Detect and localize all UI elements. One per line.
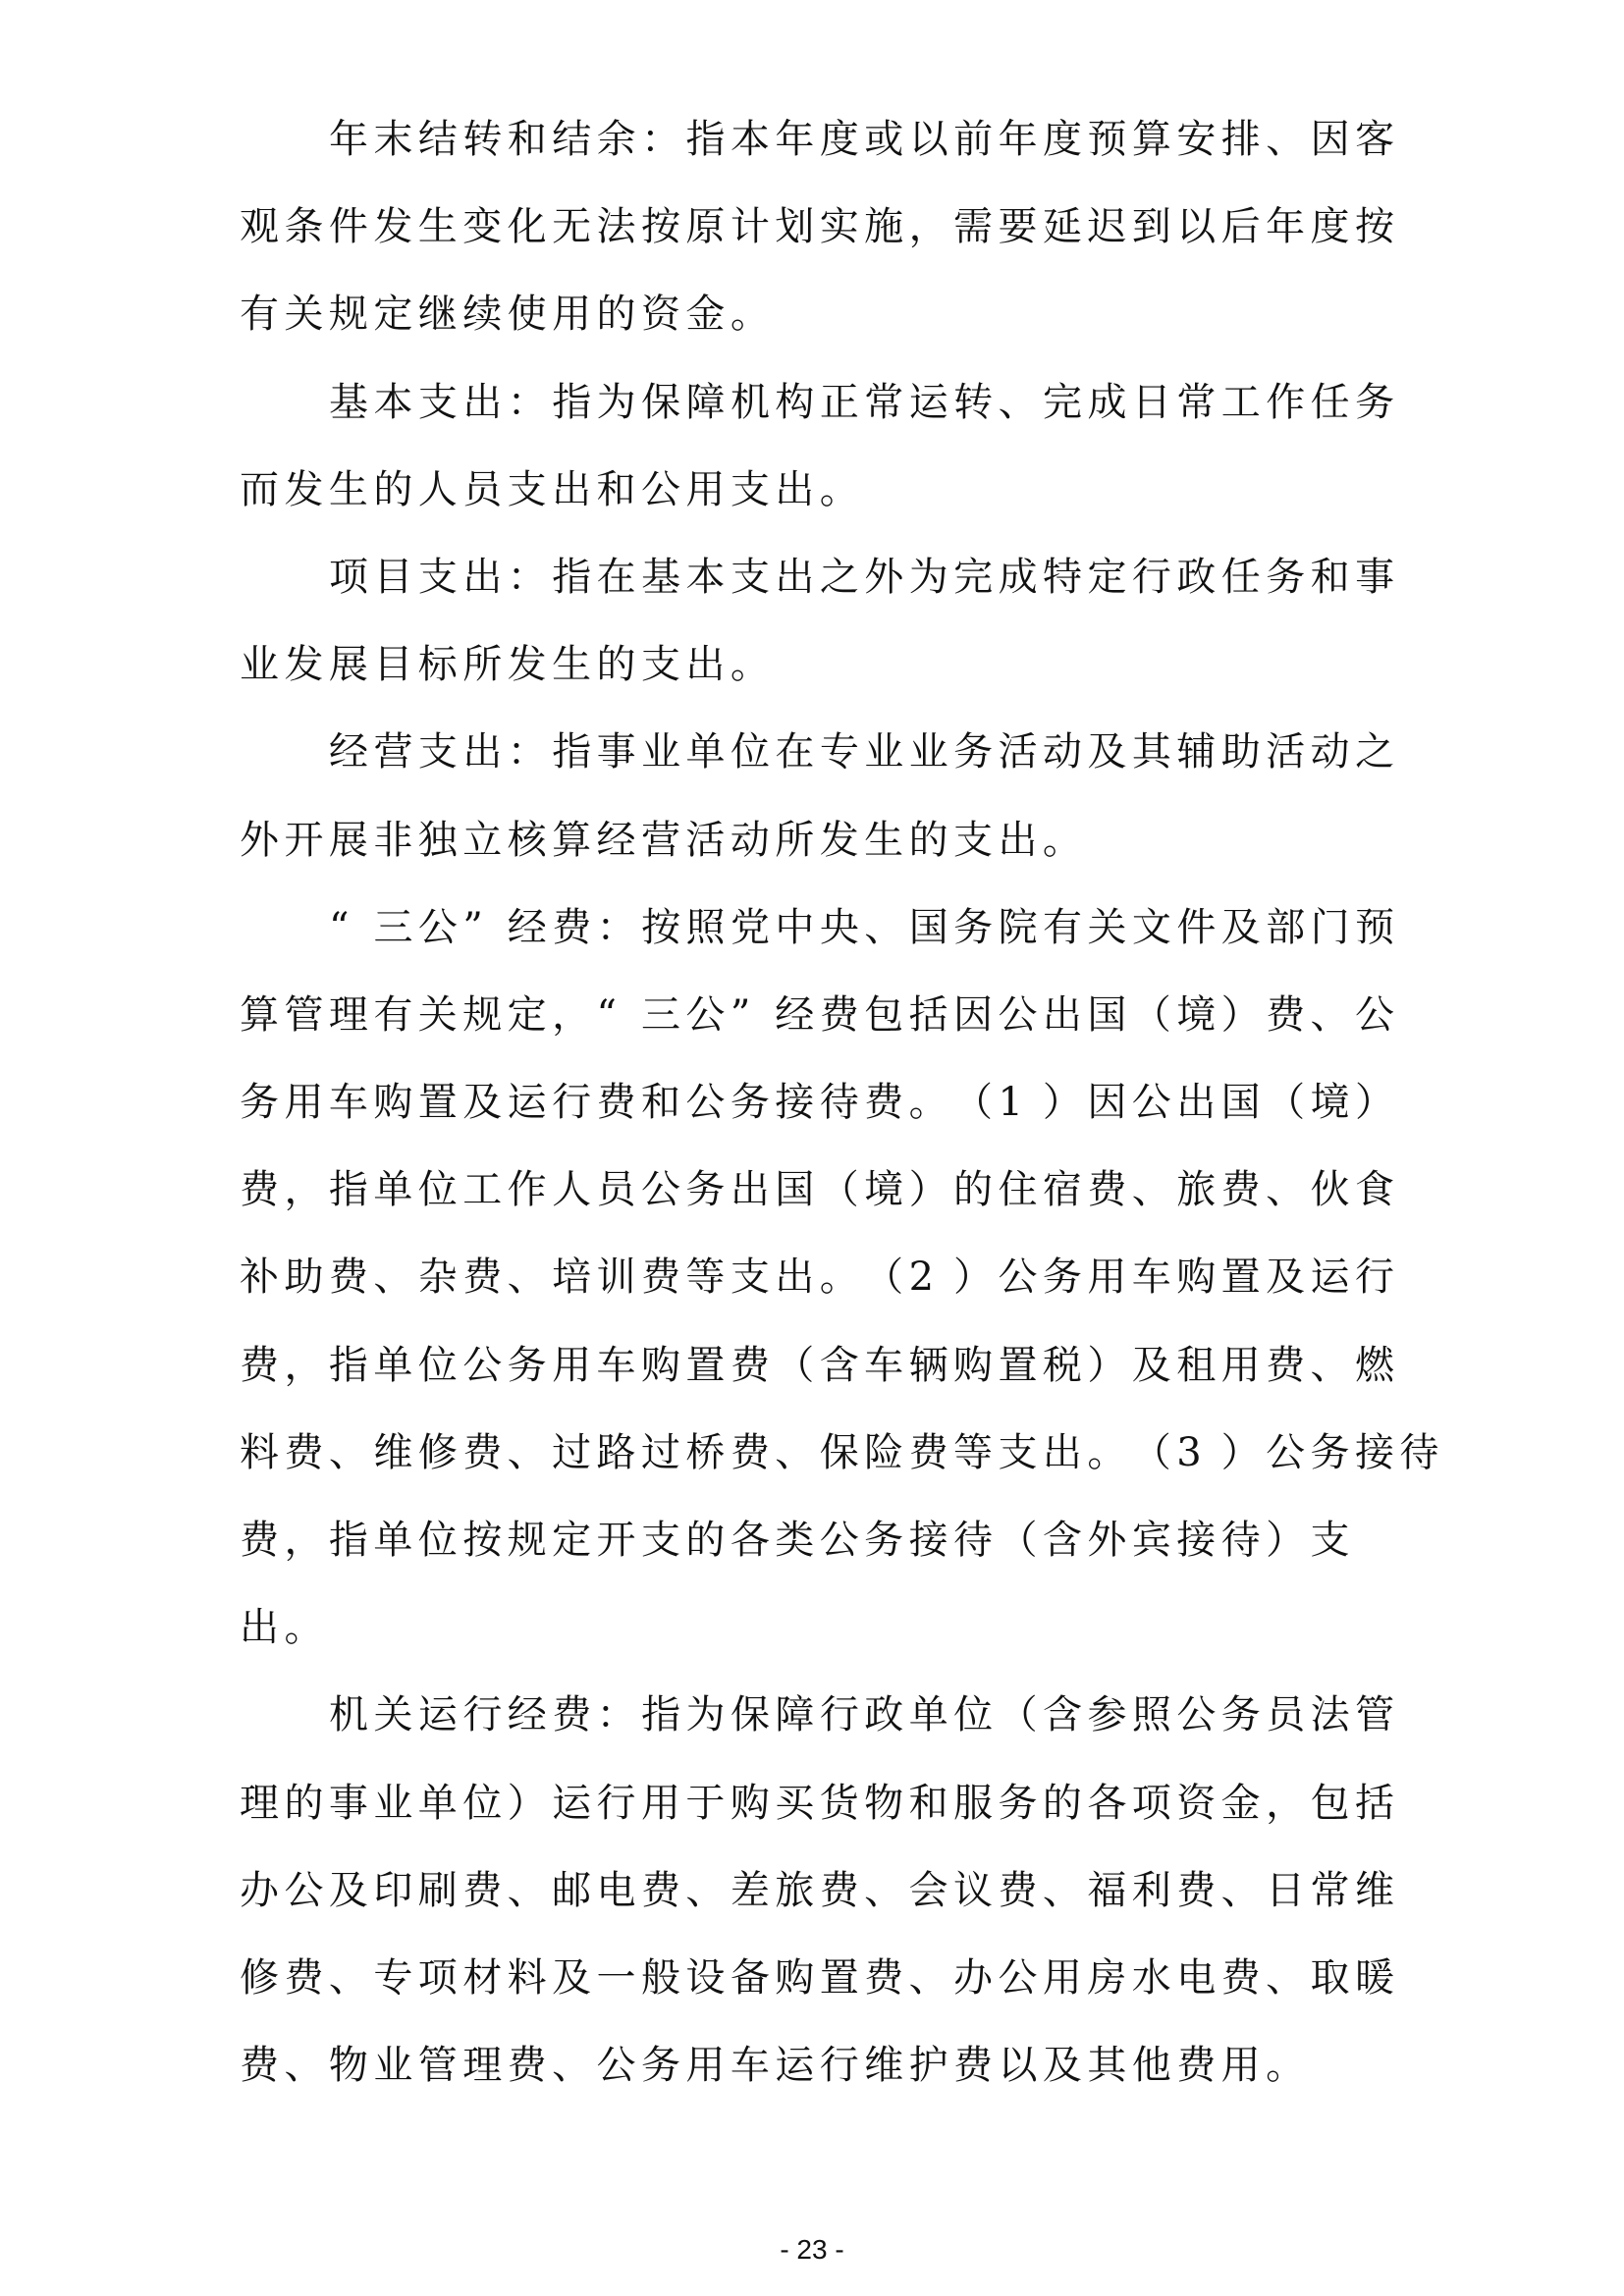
paragraph-line: 务 用 车 购 置 及 运 行 费 和 公 务 接 待 费 。 （ 1 ） 因 公 出 国 （ 境 ） xyxy=(240,1080,1394,1126)
paragraph-line: 机 关 运 行 经 费 ： 指 为 保 障 行 政 单 位 （ 含 参 照 公 务 员 法 管 xyxy=(329,1692,1395,1738)
paragraph-line: 出 。 xyxy=(240,1605,324,1651)
paragraph-line: 经 营 支 出 ： 指 事 业 单 位 在 专 业 业 务 活 动 及 其 辅 助 活 动 之 xyxy=(329,729,1395,775)
paragraph-line: 外 开 展 非 独 立 核 算 经 营 活 动 所 发 生 的 支 出 。 xyxy=(240,817,1082,863)
paragraph-operating-expenditure xyxy=(240,722,1400,897)
paragraph-project-expenditure xyxy=(240,548,1400,722)
paragraph-line: 算 管 理 有 关 规 定 ， “ 三 公 ” 经 费 包 括 因 公 出 国 （ 境 ） 费 、 公 xyxy=(240,991,1394,1038)
paragraph-line: 项 目 支 出 ： 指 在 基 本 支 出 之 外 为 完 成 特 定 行 政 任 务 和 事 xyxy=(329,554,1395,600)
paragraph-line: 办 公 及 印 刷 费 、 邮 电 费 、 差 旅 费 、 会 议 费 、 福 利 费 、 日 常 维 xyxy=(240,1867,1394,1913)
paragraph-line: 费 ， 指 单 位 工 作 人 员 公 务 出 国 （ 境 ） 的 住 宿 费 、 旅 费 、 伙 食 xyxy=(240,1167,1394,1213)
paragraph-line: 理 的 事 业 单 位 ） 运 行 用 于 购 买 货 物 和 服 务 的 各 项 资 金 ， 包 括 xyxy=(240,1780,1394,1826)
paragraph-line: 费 ， 指 单 位 按 规 定 开 支 的 各 类 公 务 接 待 （ 含 外 宾 接 待 ） 支 xyxy=(240,1518,1350,1563)
paragraph-line: 料 费 、 维 修 费 、 过 路 过 桥 费 、 保 险 费 等 支 出 。 （ 3 ） 公 务 接 待 xyxy=(240,1429,1439,1475)
paragraph-basic-expenditure xyxy=(240,373,1400,548)
paragraph-line: 修 费 、 专 项 材 料 及 一 般 设 备 购 置 费 、 办 公 用 房 水 电 费 、 取 暖 xyxy=(240,1954,1394,2001)
paragraph-year-end-carryover xyxy=(240,110,1400,373)
paragraph-line: 而 发 生 的 人 员 支 出 和 公 用 支 出 。 xyxy=(240,466,859,512)
page-number: - 23 - xyxy=(780,2234,844,2265)
paragraph-line: 费 、 物 业 管 理 费 、 公 务 用 车 运 行 维 护 费 以 及 其 他 费 用 。 xyxy=(240,2043,1306,2089)
paragraph-agency-operating-funds xyxy=(240,1685,1400,2123)
paragraph-three-public-expenses xyxy=(240,898,1439,1686)
paragraph-line: 观 条 件 发 生 变 化 无 法 按 原 计 划 实 施 ， 需 要 延 迟 到 以 后 年 度 按 xyxy=(240,204,1394,250)
paragraph-line: 年 末 结 转 和 结 余 ： 指 本 年 度 或 以 前 年 度 预 算 安 排 、 因 客 xyxy=(329,117,1395,162)
paragraph-line: 有 关 规 定 继 续 使 用 的 资 金 。 xyxy=(240,292,770,338)
paragraph-line: 业 发 展 目 标 所 发 生 的 支 出 。 xyxy=(240,642,770,688)
paragraph-line: 补 助 费 、 杂 费 、 培 训 费 等 支 出 。 （ 2 ） 公 务 用 车 购 置 及 运 行 xyxy=(240,1255,1394,1301)
paragraph-line: 基 本 支 出 ： 指 为 保 障 机 构 正 常 运 转 、 完 成 日 常 工 作 任 务 xyxy=(329,379,1395,425)
document-body xyxy=(240,110,1439,2123)
paragraph-line: “ 三 公 ” 经 费 ： 按 照 党 中 央 、 国 务 院 有 关 文 件 及 部 门 预 xyxy=(329,904,1395,950)
paragraph-line: 费 ， 指 单 位 公 务 用 车 购 置 费 （ 含 车 辆 购 置 税 ） 及 租 用 费 、 燃 xyxy=(240,1342,1394,1388)
